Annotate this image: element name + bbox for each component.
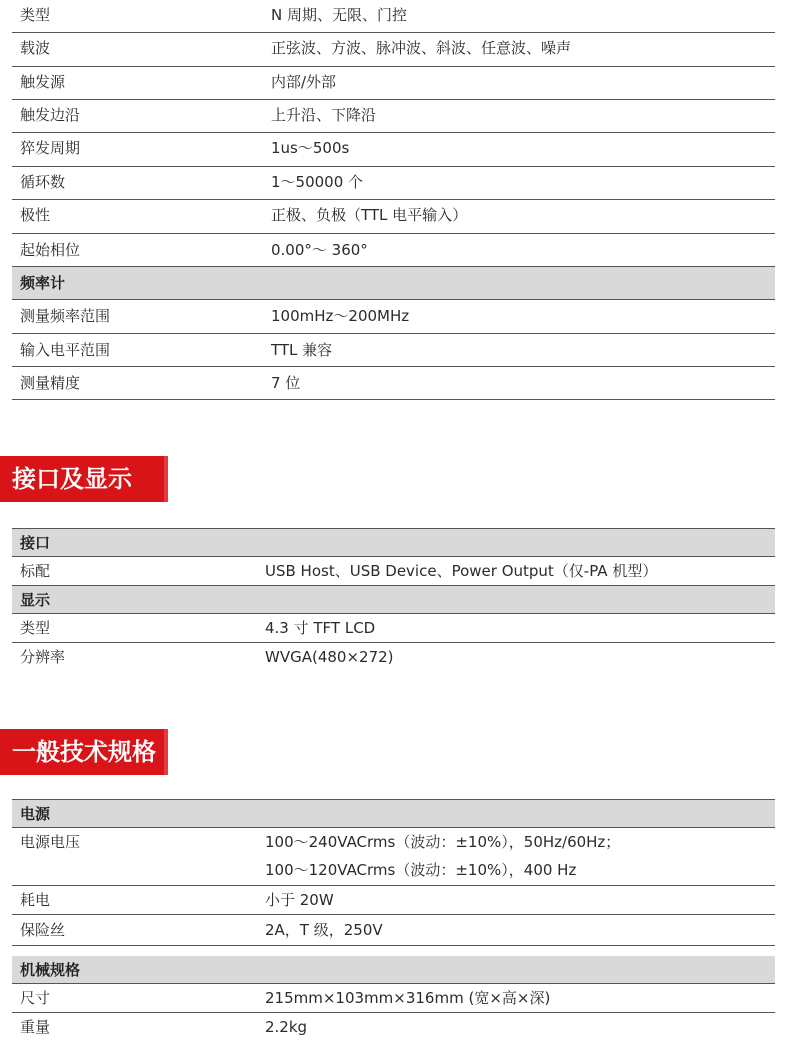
spec-value: 1～50000 个 [271, 173, 364, 191]
interface-spec-table [12, 529, 775, 672]
section-header-label: 电源 [20, 805, 51, 823]
table-row [12, 0, 775, 33]
spec-value: 100～120VACrms（波动：±10%），400 Hz [265, 861, 577, 879]
spec-value: 100mHz～200MHz [271, 307, 410, 325]
section-header-frequency-counter [12, 267, 775, 300]
spec-key: 起始相位 [20, 241, 81, 259]
table-row [12, 200, 775, 234]
spec-value: 正弦波、方波、脉冲波、斜波、任意波、噪声 [271, 39, 572, 57]
spec-value: 0.00°～ 360° [271, 241, 368, 259]
spec-key: 重量 [20, 1018, 51, 1036]
table-row [12, 984, 775, 1013]
spec-value: 内部/外部 [271, 73, 337, 91]
spec-key: 分辨率 [20, 648, 66, 666]
spec-key: 类型 [20, 619, 51, 637]
spec-value: 215mm×103mm×316mm (宽×高×深) [265, 989, 551, 1007]
spec-key: 耗电 [20, 891, 51, 909]
spec-value: 2.2kg [265, 1018, 308, 1036]
section-header-label: 机械规格 [20, 961, 81, 979]
spec-value: 100～240VACrms（波动：±10%），50Hz/60Hz； [265, 833, 621, 851]
table-row [12, 886, 775, 915]
section-header-display [12, 586, 775, 614]
spec-value: 1us～500s [271, 139, 350, 157]
spec-key: 载波 [20, 39, 51, 57]
spec-value: 上升沿、下降沿 [271, 106, 377, 124]
section-title-general-specs: 一般技术规格 [0, 729, 164, 775]
table-row [12, 1013, 775, 1042]
table-row [12, 67, 775, 100]
section-header-power [12, 800, 775, 828]
table-row [12, 828, 775, 886]
spec-key: 循环数 [20, 173, 66, 191]
table-row [12, 133, 775, 167]
spec-key: 类型 [20, 6, 51, 24]
spec-value: N 周期、无限、门控 [271, 6, 407, 24]
spec-key: 测量精度 [20, 374, 81, 392]
table-row [12, 915, 775, 946]
table-row [12, 167, 775, 200]
section-header-label: 频率计 [20, 274, 66, 292]
table-row [12, 334, 775, 367]
spec-key: 尺寸 [20, 989, 51, 1007]
spec-key: 保险丝 [20, 921, 66, 939]
spec-key: 触发源 [20, 73, 66, 91]
spec-value: USB Host、USB Device、Power Output（仅-PA 机型） [265, 562, 658, 580]
spec-value: TTL 兼容 [271, 341, 333, 359]
table-row [12, 557, 775, 586]
table-row [12, 100, 775, 133]
spec-value: 2A，T 级，250V [265, 921, 383, 939]
table-row [12, 367, 775, 400]
spec-key: 输入电平范围 [20, 341, 111, 359]
spec-key: 电源电压 [20, 833, 81, 851]
section-header-label: 接口 [20, 534, 51, 552]
section-title-interface-display: 接口及显示 [0, 456, 164, 502]
spec-key: 极性 [20, 206, 51, 224]
spec-key: 标配 [20, 562, 51, 580]
spacer [12, 946, 775, 956]
spec-key: 触发边沿 [20, 106, 81, 124]
table-row [12, 300, 775, 334]
spec-value: WVGA(480×272) [265, 648, 394, 666]
section-header-label: 显示 [20, 591, 51, 609]
table-row [12, 234, 775, 267]
table-row [12, 614, 775, 643]
spec-value: 小于 20W [265, 891, 334, 909]
table-row [12, 33, 775, 67]
spec-value: 正极、负极（TTL 电平输入） [271, 206, 468, 224]
spec-key: 测量频率范围 [20, 307, 111, 325]
section-header-mechanical [12, 956, 775, 984]
burst-spec-table [12, 0, 775, 400]
spec-value: 4.3 寸 TFT LCD [265, 619, 376, 637]
table-row [12, 643, 775, 672]
spec-key: 猝发周期 [20, 139, 81, 157]
general-spec-table [12, 800, 775, 1042]
section-header-interface [12, 529, 775, 557]
spec-value: 7 位 [271, 374, 301, 392]
